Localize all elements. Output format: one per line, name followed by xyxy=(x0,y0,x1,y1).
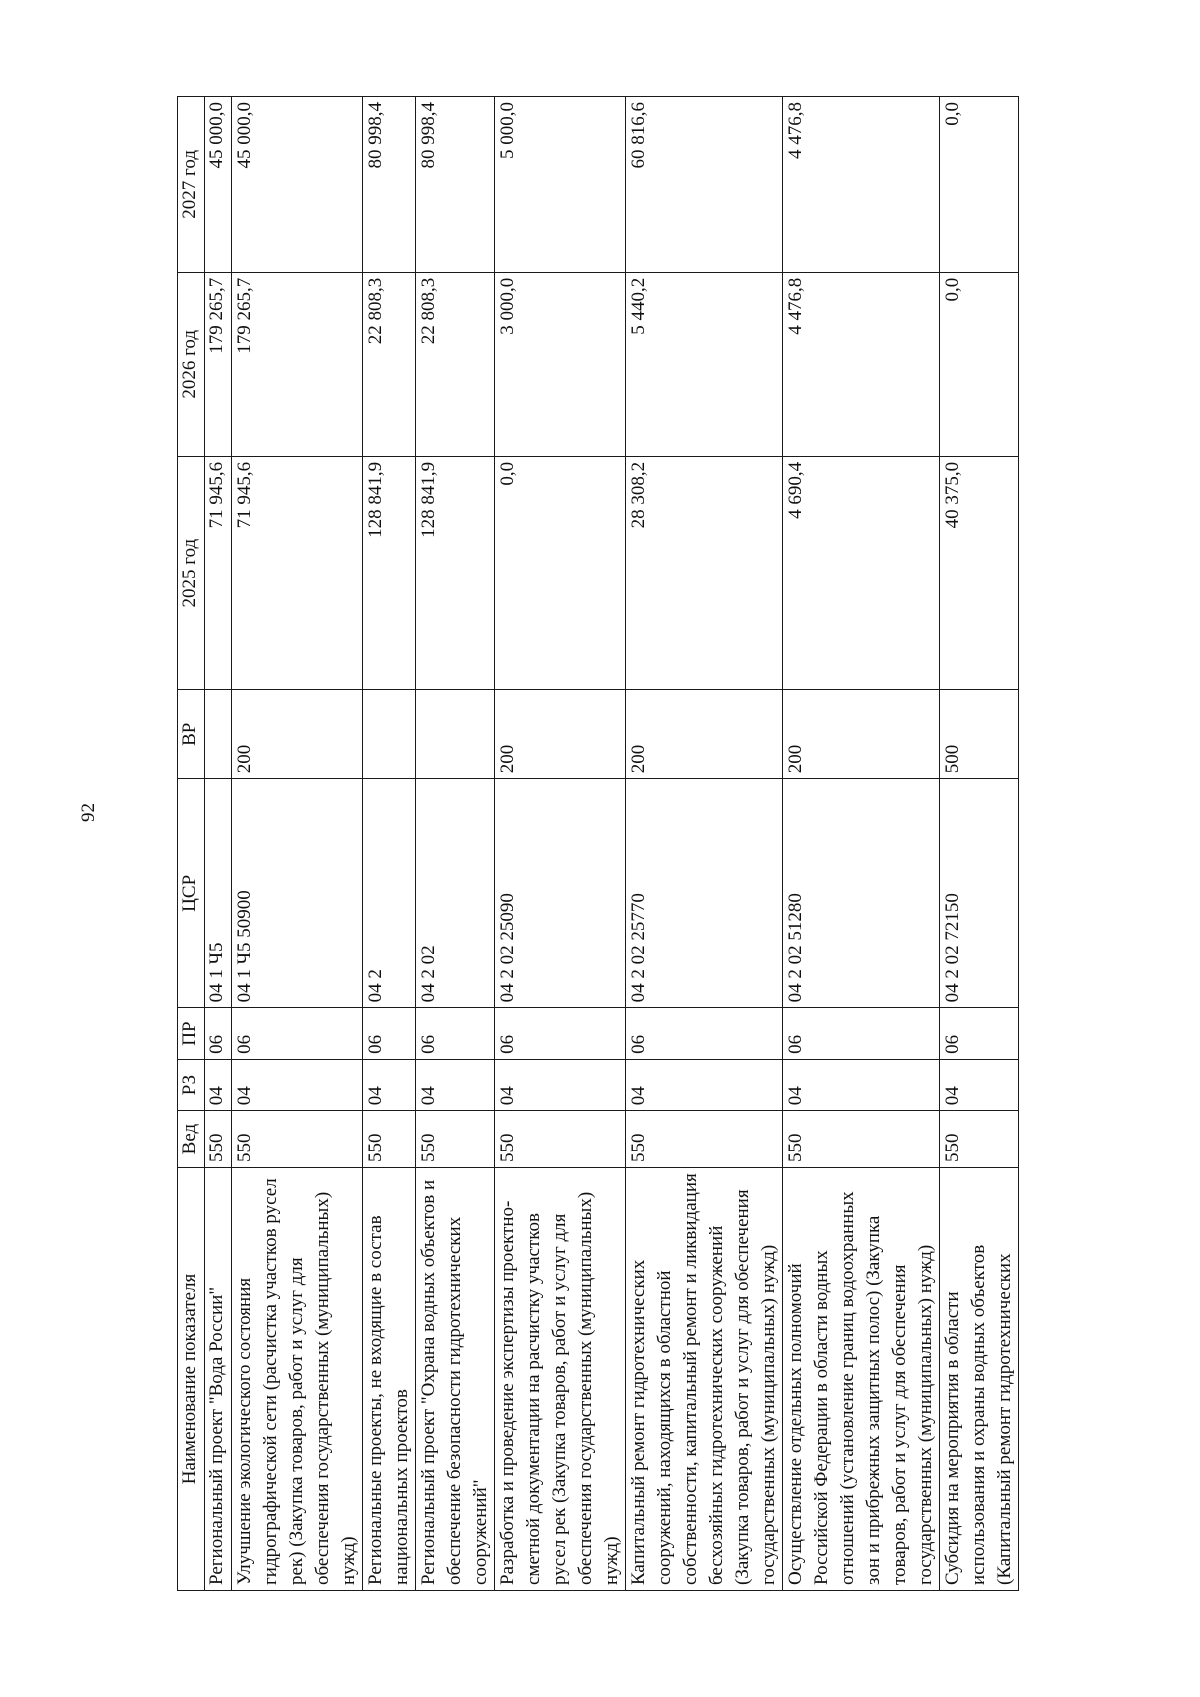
row-pr: 06 xyxy=(940,1008,1019,1059)
row-2025: 128 841,9 xyxy=(416,456,495,689)
row-ved: 550 xyxy=(940,1111,1019,1168)
row-pr: 06 xyxy=(626,1008,783,1059)
row-pr: 06 xyxy=(495,1008,626,1059)
row-2026: 179 265,7 xyxy=(232,272,363,456)
row-rz: 04 xyxy=(363,1059,416,1110)
row-2027: 0,0 xyxy=(940,97,1019,273)
row-vr xyxy=(416,690,495,779)
row-2026: 3 000,0 xyxy=(495,272,626,456)
row-name: Региональный проект "Вода России" xyxy=(205,1167,232,1590)
row-rz: 04 xyxy=(232,1059,363,1110)
row-pr: 06 xyxy=(363,1008,416,1059)
row-csr: 04 2 02 72150 xyxy=(940,779,1019,1008)
row-2026: 5 440,2 xyxy=(626,272,783,456)
row-rz: 04 xyxy=(783,1059,940,1110)
row-2025: 4 690,4 xyxy=(783,456,940,689)
row-ved: 550 xyxy=(495,1111,626,1168)
row-rz: 04 xyxy=(205,1059,232,1110)
row-vr: 200 xyxy=(495,690,626,779)
row-vr: 500 xyxy=(940,690,1019,779)
header-ved: Вед xyxy=(178,1111,205,1168)
row-csr: 04 1 Ч5 xyxy=(205,779,232,1008)
header-2027: 2027 год xyxy=(178,97,205,273)
table-row xyxy=(205,97,232,1591)
header-csr: ЦСР xyxy=(178,779,205,1008)
header-2025: 2025 год xyxy=(178,456,205,689)
row-2026: 22 808,3 xyxy=(363,272,416,456)
row-2025: 71 945,6 xyxy=(232,456,363,689)
table-row xyxy=(232,97,363,1591)
row-2025: 0,0 xyxy=(495,456,626,689)
header-2026: 2026 год xyxy=(178,272,205,456)
table-row xyxy=(783,97,940,1591)
row-pr: 06 xyxy=(205,1008,232,1059)
row-2026: 22 808,3 xyxy=(416,272,495,456)
row-name: Капитальный ремонт гидротехнических сооружений, находящихся в областной собственности, капитальный ремонт и ликвидация бесхозяйных гидротехнических сооружений (Закупка товаров, работ и услуг для обеспечения государственных (муниципальных) нужд) xyxy=(626,1167,783,1590)
row-ved: 550 xyxy=(205,1111,232,1168)
table-row xyxy=(626,97,783,1591)
row-vr: 200 xyxy=(783,690,940,779)
table-row xyxy=(363,97,416,1591)
row-2027: 4 476,8 xyxy=(783,97,940,273)
row-2025: 71 945,6 xyxy=(205,456,232,689)
row-pr: 06 xyxy=(416,1008,495,1059)
row-2027: 45 000,0 xyxy=(205,97,232,273)
row-2025: 128 841,9 xyxy=(363,456,416,689)
row-name: Региональный проект "Охрана водных объектов и обеспечение безопасности гидротехнических сооружений" xyxy=(416,1167,495,1590)
row-csr: 04 2 02 25090 xyxy=(495,779,626,1008)
row-name: Региональные проекты, не входящие в состав национальных проектов xyxy=(363,1167,416,1590)
table-row xyxy=(416,97,495,1591)
row-csr: 04 1 Ч5 50900 xyxy=(232,779,363,1008)
row-ved: 550 xyxy=(626,1111,783,1168)
page-number: 92 xyxy=(78,803,99,822)
row-ved: 550 xyxy=(416,1111,495,1168)
row-rz: 04 xyxy=(626,1059,783,1110)
table-row xyxy=(940,97,1019,1591)
row-name: Осуществление отдельных полномочий Российской Федерации в области водных отношений (установление границ водоохранных зон и прибрежных защитных полос) (Закупка товаров, работ и услуг для обеспечения государственных (муниципальных) нужд) xyxy=(783,1167,940,1590)
row-2027: 45 000,0 xyxy=(232,97,363,273)
row-csr: 04 2 02 xyxy=(416,779,495,1008)
row-ved: 550 xyxy=(363,1111,416,1168)
row-name: Разработка и проведение экспертизы проектно-сметной документации на расчистку участков русел рек (Закупка товаров, работ и услуг для обеспечения государственных (муниципальных) нужд) xyxy=(495,1167,626,1590)
header-pr: ПР xyxy=(178,1008,205,1059)
row-2026: 179 265,7 xyxy=(205,272,232,456)
header-vr: ВР xyxy=(178,690,205,779)
row-pr: 06 xyxy=(232,1008,363,1059)
row-name: Субсидия на мероприятия в области использования и охраны водных объектов (Капитальный ремонт гидротехнических xyxy=(940,1167,1019,1590)
table-row xyxy=(495,97,626,1591)
row-csr: 04 2 xyxy=(363,779,416,1008)
row-2025: 40 375,0 xyxy=(940,456,1019,689)
budget-table-rotated xyxy=(177,96,1019,1591)
budget-table xyxy=(177,96,1019,1591)
row-ved: 550 xyxy=(783,1111,940,1168)
row-2027: 80 998,4 xyxy=(363,97,416,273)
row-pr: 06 xyxy=(783,1008,940,1059)
row-2026: 0,0 xyxy=(940,272,1019,456)
row-2027: 60 816,6 xyxy=(626,97,783,273)
row-rz: 04 xyxy=(416,1059,495,1110)
row-vr: 200 xyxy=(626,690,783,779)
row-csr: 04 2 02 25770 xyxy=(626,779,783,1008)
header-rz: РЗ xyxy=(178,1059,205,1110)
row-ved: 550 xyxy=(232,1111,363,1168)
row-2025: 28 308,2 xyxy=(626,456,783,689)
row-rz: 04 xyxy=(495,1059,626,1110)
row-csr: 04 2 02 51280 xyxy=(783,779,940,1008)
row-2027: 5 000,0 xyxy=(495,97,626,273)
table-header-row xyxy=(178,97,205,1591)
row-rz: 04 xyxy=(940,1059,1019,1110)
row-vr xyxy=(363,690,416,779)
row-vr xyxy=(205,690,232,779)
row-vr: 200 xyxy=(232,690,363,779)
row-name: Улучшение экологического состояния гидрографической сети (расчистка участков русел рек) (Закупка товаров, работ и услуг для обеспечения государственных (муниципальных) нужд) xyxy=(232,1167,363,1590)
row-2026: 4 476,8 xyxy=(783,272,940,456)
row-2027: 80 998,4 xyxy=(416,97,495,273)
header-name: Наименование показателя xyxy=(178,1167,205,1590)
